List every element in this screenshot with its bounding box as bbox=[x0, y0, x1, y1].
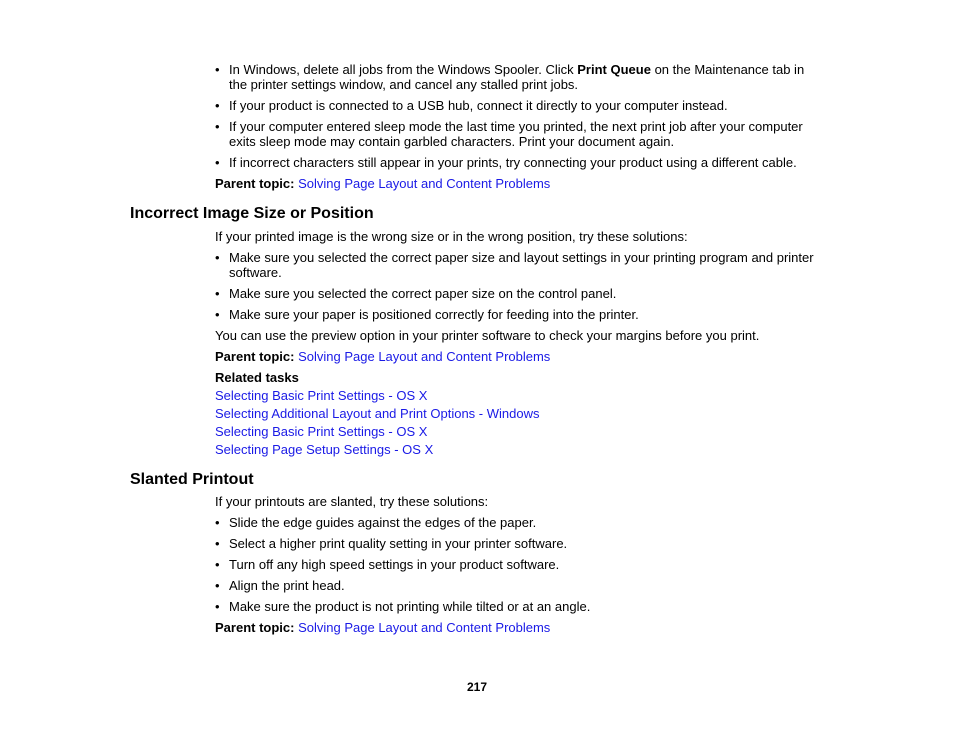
related-task-link[interactable]: Selecting Basic Print Settings - OS X bbox=[215, 388, 428, 403]
list-item: • Align the print head. bbox=[215, 578, 825, 593]
list-item: • Make sure you selected the correct paper size on the control panel. bbox=[215, 286, 825, 301]
related-task-link[interactable]: Selecting Page Setup Settings - OS X bbox=[215, 442, 434, 457]
parent-topic-label: Parent topic: bbox=[215, 620, 295, 635]
related-task-link[interactable]: Selecting Additional Layout and Print Options - Windows bbox=[215, 406, 540, 421]
list-item: • Make sure the product is not printing while tilted or at an angle. bbox=[215, 599, 825, 614]
intro-section bbox=[215, 62, 825, 197]
list-item: • Slide the edge guides against the edges of the paper. bbox=[215, 515, 825, 530]
section-heading-incorrect-size: Incorrect Image Size or Position bbox=[130, 205, 374, 222]
section-heading-slanted: Slanted Printout bbox=[130, 471, 254, 488]
parent-topic-link[interactable]: Solving Page Layout and Content Problems bbox=[298, 176, 551, 191]
bullet-text: In Windows, delete all jobs from the Windows Spooler. Click bbox=[229, 62, 578, 77]
parent-topic bbox=[215, 620, 825, 635]
slanted-section bbox=[215, 494, 825, 641]
related-tasks-list bbox=[215, 388, 825, 457]
list-item bbox=[215, 388, 825, 403]
list-item: • If your product is connected to a USB hub, connect it directly to your computer instead. bbox=[215, 98, 825, 113]
incorrect-size-bullet-list bbox=[215, 250, 825, 322]
preview-note: You can use the preview option in your printer software to check your margins before you print. bbox=[215, 328, 760, 343]
parent-topic bbox=[215, 349, 825, 364]
list-item: • Make sure you selected the correct paper size and layout settings in your printing program and printer software. bbox=[215, 250, 825, 280]
print-queue-label: Print Queue bbox=[577, 62, 651, 77]
related-tasks-label: Related tasks bbox=[215, 370, 299, 385]
list-item bbox=[215, 424, 825, 439]
list-item: • Make sure your paper is positioned correctly for feeding into the printer. bbox=[215, 307, 825, 322]
parent-topic-label: Parent topic: bbox=[215, 176, 295, 191]
related-task-link[interactable]: Selecting Basic Print Settings - OS X bbox=[215, 424, 428, 439]
parent-topic bbox=[215, 176, 825, 191]
bullet-text: on the Maintenance tab in the printer settings window, and cancel any stalled print jobs. bbox=[229, 62, 805, 92]
list-item bbox=[215, 406, 825, 421]
list-item: • Select a higher print quality setting in your printer software. bbox=[215, 536, 825, 551]
list-item: • If your computer entered sleep mode the last time you printed, the next print job after your computer exits sleep mode may contain garbled characters. Print your document again. bbox=[215, 119, 825, 149]
section-intro: If your printouts are slanted, try these solutions: bbox=[215, 494, 489, 509]
parent-topic-link[interactable]: Solving Page Layout and Content Problems bbox=[298, 620, 551, 635]
section-intro: If your printed image is the wrong size or in the wrong position, try these solutions: bbox=[215, 229, 688, 244]
list-item: • If incorrect characters still appear in your prints, try connecting your product using a different cable. bbox=[215, 155, 825, 170]
slanted-bullet-list bbox=[215, 515, 825, 614]
intro-bullet-list bbox=[215, 62, 825, 170]
parent-topic-label: Parent topic: bbox=[215, 349, 295, 364]
page-number: 217 bbox=[466, 680, 488, 694]
list-item bbox=[215, 62, 825, 92]
list-item: • Turn off any high speed settings in your product software. bbox=[215, 557, 825, 572]
parent-topic-link[interactable]: Solving Page Layout and Content Problems bbox=[298, 349, 551, 364]
list-item bbox=[215, 442, 825, 457]
incorrect-size-section bbox=[215, 229, 825, 460]
